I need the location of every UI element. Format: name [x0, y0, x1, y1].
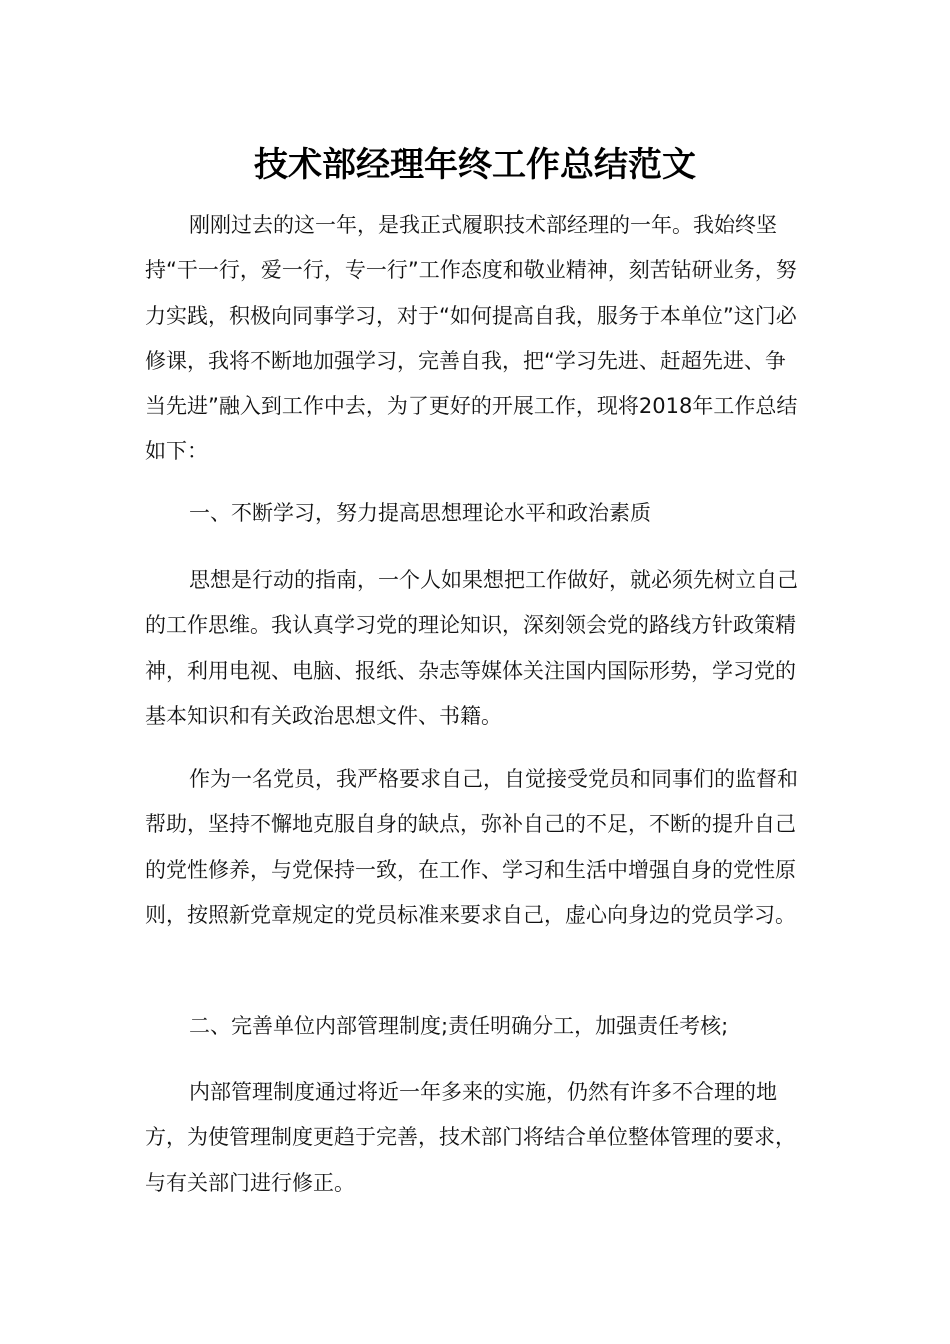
section-1-heading: 一、不断学习，努力提高思想理论水平和政治素质	[189, 501, 651, 525]
document-title: 技术部经理年终工作总结范文	[254, 144, 696, 185]
section-2-heading: 二、完善单位内部管理制度;责任明确分工，加强责任考核;	[189, 1014, 729, 1038]
section-1-paragraph-1: 思想是行动的指南，一个人如果想把工作做好，就必须先树立自己的工作思维。我认真学习党的理论知识，深刻领会党的路线方针政策精神，利用电视、电脑、报纸、杂志等媒体关注国内国际形势，学习党的基本知识和有关政治思想文件、书籍。	[145, 568, 798, 728]
section-2-paragraph-1: 内部管理制度通过将近一年多来的实施，仍然有许多不合理的地方，为使管理制度更趋于完善，技术部门将结合单位整体管理的要求，与有关部门进行修正。	[145, 1080, 796, 1195]
intro-paragraph: 刚刚过去的这一年，是我正式履职技术部经理的一年。我始终坚持“干一行，爱一行，专一行”工作态度和敬业精神，刻苦钻研业务，努力实践，积极向同事学习，对于“如何提高自我，服务于本单位”这门必修课，我将不断地加强学习，完善自我，把“学习先进、赶超先进、争当先进”融入到工作中去，为了更好的开展工作，现将2018年工作总结如下：	[145, 213, 798, 464]
section-1-paragraph-2: 作为一名党员，我严格要求自己，自觉接受党员和同事们的监督和帮助，坚持不懈地克服自身的缺点，弥补自己的不足，不断的提升自己的党性修养，与党保持一致，在工作、学习和生活中增强自身的党性原则，按照新党章规定的党员标准来要求自己，虚心向身边的党员学习。	[145, 767, 798, 927]
